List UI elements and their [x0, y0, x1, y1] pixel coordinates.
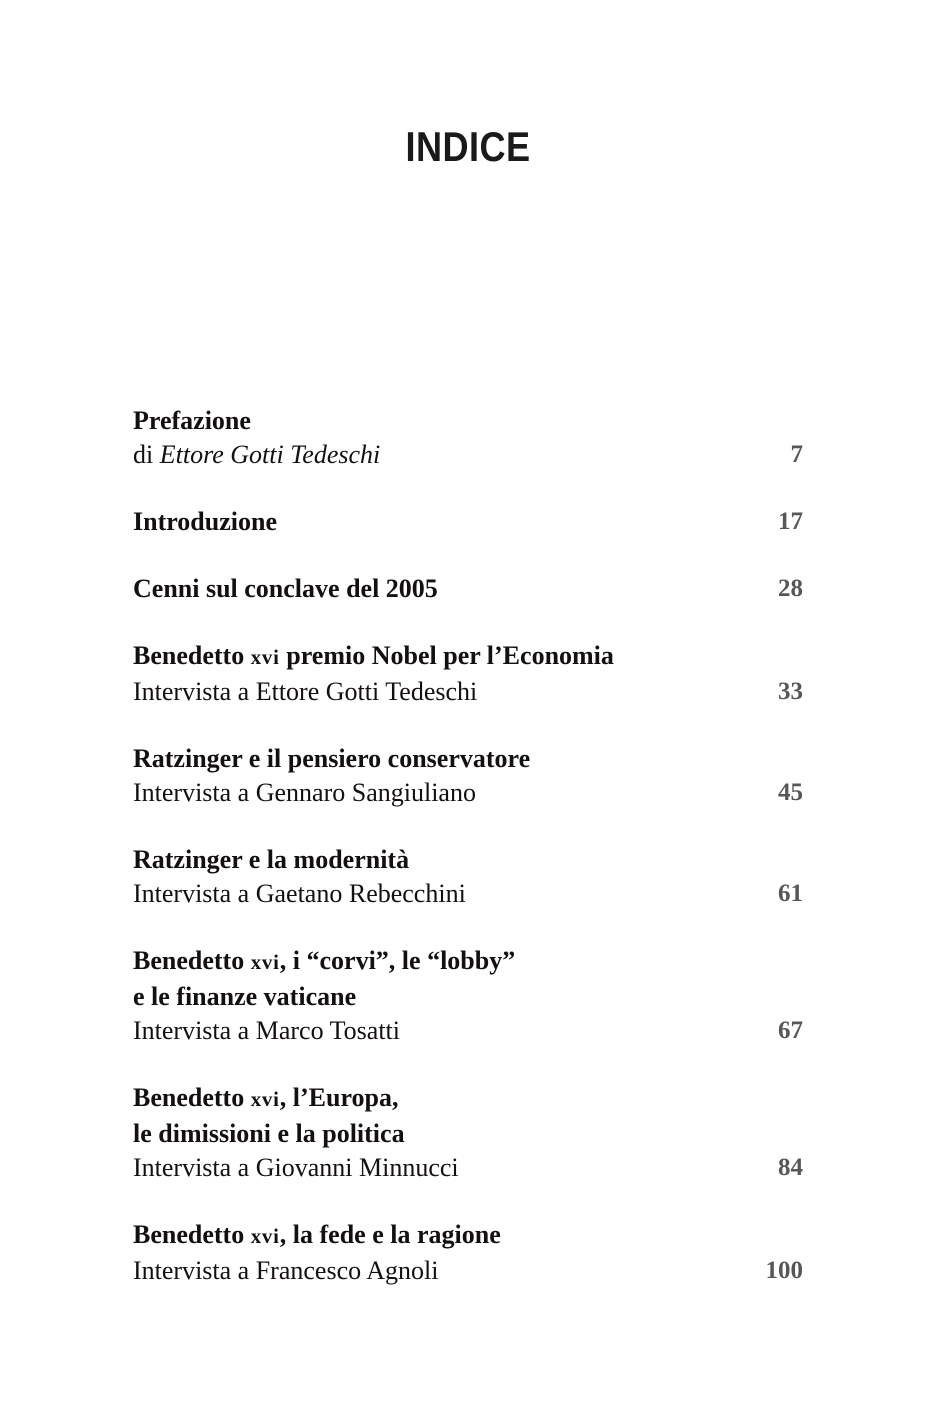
toc-title-pre: Benedetto [133, 1220, 251, 1249]
toc-entry[interactable] [133, 572, 803, 606]
toc-entry[interactable] [133, 639, 803, 709]
toc-entry-subtitle: Intervista a Gaetano Rebecchini [133, 879, 466, 908]
toc-entry-text [133, 1081, 733, 1185]
toc-title-roman-numeral: xvi [250, 1225, 280, 1248]
toc-entry-text [133, 505, 733, 539]
toc-entry-list [133, 404, 803, 1288]
toc-entry-subtitle: Intervista a Francesco Agnoli [133, 1256, 439, 1285]
toc-title-roman-numeral: xvi [250, 646, 280, 669]
toc-entry-title-line2: e le finanze vaticane [133, 982, 357, 1011]
toc-page-number[interactable]: 84 [778, 1154, 803, 1181]
toc-entry-title [133, 1081, 733, 1117]
toc-entry[interactable] [133, 1218, 803, 1288]
toc-entry-text [133, 1218, 733, 1288]
toc-title-post: , i “corvi”, le “lobby” [279, 946, 516, 975]
toc-title-post: , l’Europa, [279, 1083, 399, 1112]
toc-title-pre: Benedetto [133, 1083, 251, 1112]
toc-entry-text [133, 742, 733, 810]
toc-page-number[interactable]: 17 [778, 508, 803, 535]
toc-entry[interactable] [133, 843, 803, 911]
toc-entry-subtitle: Intervista a Ettore Gotti Tedeschi [133, 677, 478, 706]
toc-entry-subtitle: Intervista a Gennaro Sangiuliano [133, 778, 476, 807]
toc-entry-subtitle [133, 438, 733, 472]
toc-entry-text [133, 843, 733, 911]
toc-entry-text [133, 944, 733, 1048]
toc-title-post: , la fede e la ragione [279, 1220, 501, 1249]
page-title: INDICE [405, 123, 531, 170]
toc-entry[interactable] [133, 404, 803, 472]
toc-title-roman-numeral: xvi [250, 951, 280, 974]
toc-entry[interactable] [133, 1081, 803, 1185]
toc-entry-title: Introduzione [133, 507, 277, 536]
toc-entry-text [133, 404, 733, 472]
toc-title-post: premio Nobel per l’Economia [279, 641, 614, 670]
toc-entry-title-line2: le dimissioni e la politica [133, 1119, 405, 1148]
toc-entry[interactable] [133, 742, 803, 810]
toc-title-pre: Benedetto [133, 641, 251, 670]
toc-entry-title: Cenni sul conclave del 2005 [133, 574, 438, 603]
toc-entry-title: Prefazione [133, 406, 251, 435]
toc-entry-text [133, 572, 733, 606]
toc-page-number[interactable]: 33 [778, 678, 803, 705]
toc-entry-text [133, 639, 733, 709]
toc-subtitle-prefix: di [133, 440, 160, 469]
toc-entry-title [133, 639, 733, 675]
toc-page-number[interactable]: 61 [778, 880, 803, 907]
toc-page-number[interactable]: 100 [765, 1257, 803, 1284]
toc-title-roman-numeral: xvi [250, 1088, 280, 1111]
toc-subtitle-author: Ettore Gotti Tedeschi [159, 440, 381, 469]
toc-page-number[interactable]: 28 [778, 575, 803, 602]
toc-entry-subtitle: Intervista a Marco Tosatti [133, 1016, 401, 1045]
toc-entry-subtitle: Intervista a Giovanni Minnucci [133, 1153, 459, 1182]
toc-entry[interactable] [133, 944, 803, 1048]
toc-entry-title: Ratzinger e il pensiero conservatore [133, 744, 531, 773]
toc-entry-title: Ratzinger e la modernità [133, 845, 410, 874]
toc-page-number[interactable]: 45 [778, 779, 803, 806]
toc-page-number[interactable]: 7 [790, 441, 803, 468]
toc-title-pre: Benedetto [133, 946, 251, 975]
toc-entry-title [133, 1218, 733, 1254]
toc-page-number[interactable]: 67 [778, 1017, 803, 1044]
toc-entry[interactable] [133, 505, 803, 539]
toc-entry-title [133, 944, 733, 980]
